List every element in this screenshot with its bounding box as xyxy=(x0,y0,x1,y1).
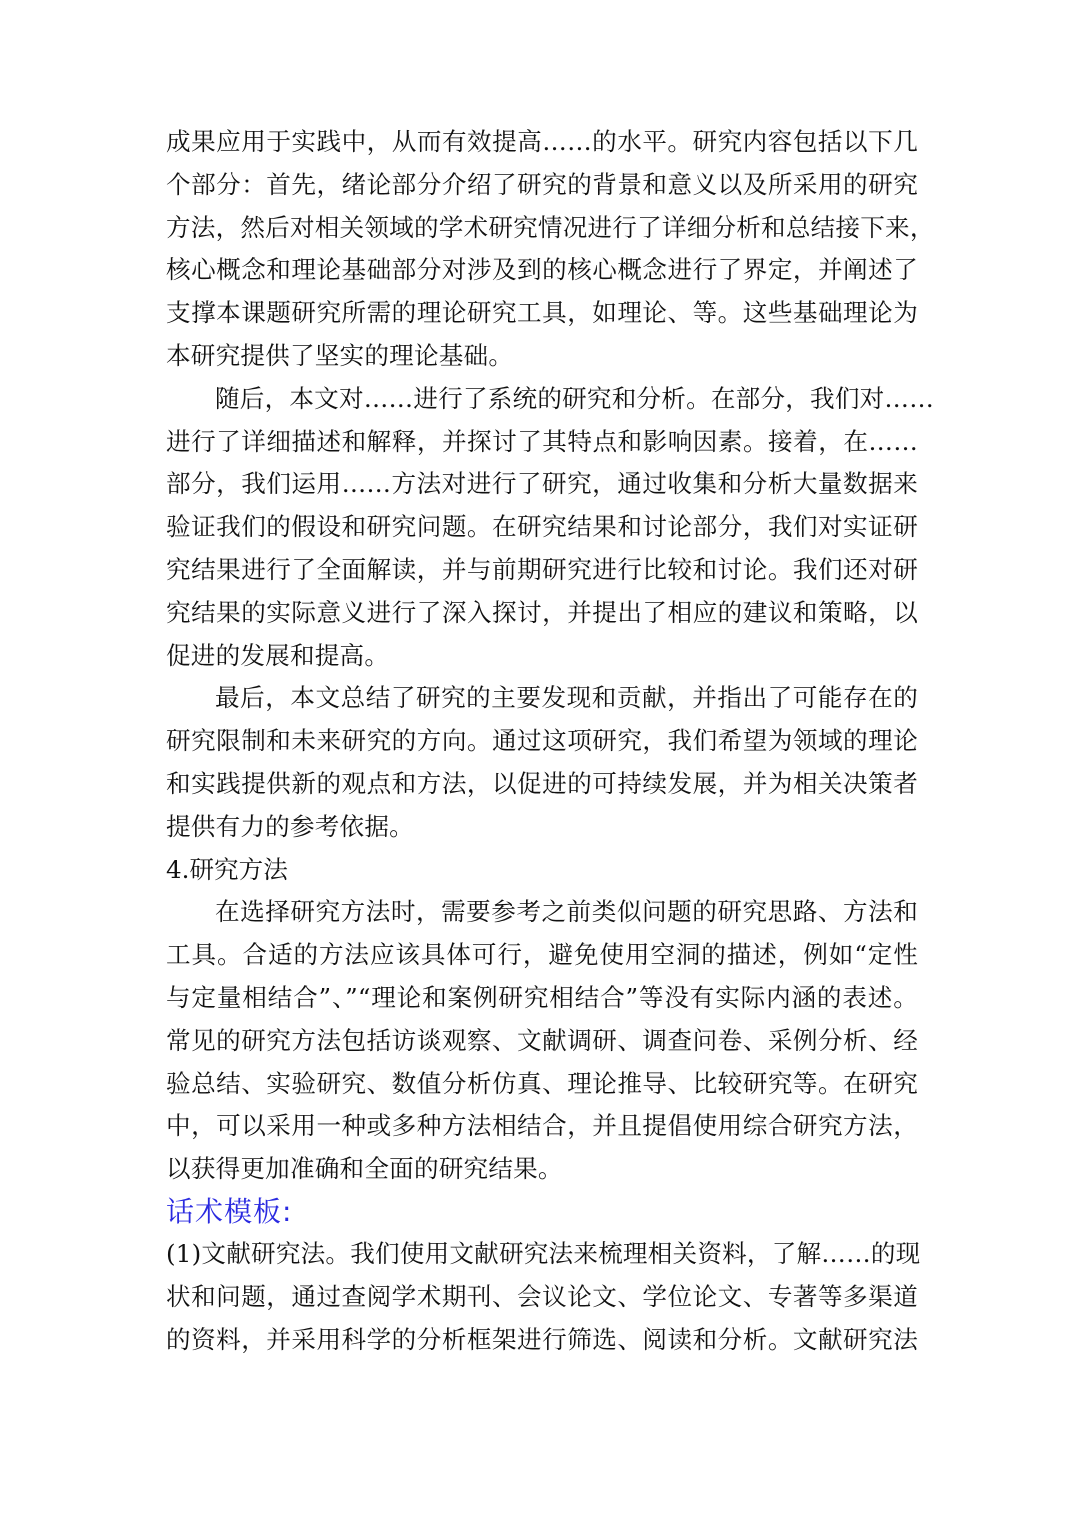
text-line: 中，可以采用一种或多种方法相结合，并且提倡使用综合研究方法， xyxy=(166,1111,918,1141)
text-line: 和实践提供新的观点和方法，以促进的可持续发展，并为相关决策者 xyxy=(166,768,918,798)
paragraph-literature-method xyxy=(166,1233,921,1361)
text-line: 个部分：首先，绪论部分介绍了研究的背景和意义以及所采用的研究 xyxy=(166,169,918,199)
template-heading: 话术模板: xyxy=(166,1194,293,1228)
text-line: 提供有力的参考依据。 xyxy=(166,811,414,841)
text-line: (1)文献研究法。我们使用文献研究法来梳理相关资料，了解……的现 xyxy=(166,1238,921,1268)
text-line: 验总结、实验研究、数值分析仿真、理论推导、比较研究等。在研究 xyxy=(166,1068,918,1098)
text-line: 验证我们的假设和研究问题。在研究结果和讨论部分，我们对实证研 xyxy=(166,512,918,542)
paragraph-research-content xyxy=(166,121,935,378)
text-line: 成果应用于实践中，从而有效提高……的水平。研究内容包括以下几 xyxy=(166,127,918,156)
text-line: 工具。合适的方法应该具体可行，避免使用空洞的描述，例如“定性 xyxy=(166,940,918,970)
text-line: 最后，本文总结了研究的主要发现和贡献，并指出了可能存在的 xyxy=(215,683,918,713)
paragraph-conclusion xyxy=(166,677,918,848)
text-line: 促进的发展和提高。 xyxy=(166,640,390,670)
text-line: 以获得更加准确和全面的研究结果。 xyxy=(166,1154,563,1184)
text-line: 部分，我们运用……方法对进行了研究，通过收集和分析大量数据来 xyxy=(166,469,918,499)
text-line: 随后，本文对……进行了系统的研究和分析。在部分，我们对…… xyxy=(215,383,935,413)
text-line: 在选择研究方法时，需要参考之前类似问题的研究思路、方法和 xyxy=(215,897,918,927)
text-line: 究结果的实际意义进行了深入探讨，并提出了相应的建议和策略，以 xyxy=(166,597,918,627)
section-heading: 4.研究方法 xyxy=(166,854,288,884)
text-line: 进行了详细描述和解释，并探讨了其特点和影响因素。接着，在…… xyxy=(166,426,918,456)
text-line: 研究限制和未来研究的方向。通过这项研究，我们希望为领域的理论 xyxy=(166,726,918,756)
text-line: 与定量相结合”、”“理论和案例研究相结合”等没有实际内涵的表述。 xyxy=(166,982,918,1012)
text-line: 究结果进行了全面解读，并与前期研究进行比较和讨论。我们还对研 xyxy=(166,554,918,584)
paragraph-analysis xyxy=(166,378,935,678)
text-line: 状和问题，通过查阅学术期刊、会议论文、学位论文、专著等多渠道 xyxy=(166,1281,918,1311)
paragraph-methods xyxy=(166,891,918,1191)
text-line: 本研究提供了坚实的理论基础。 xyxy=(166,340,514,370)
text-line: 常见的研究方法包括访谈观察、文献调研、调查问卷、采例分析、经 xyxy=(166,1025,918,1055)
text-line: 方法，然后对相关领域的学术研究情况进行了详细分析和总结接下来， xyxy=(166,212,935,242)
text-line: 的资料，并采用科学的分析框架进行筛选、阅读和分析。文献研究法 xyxy=(166,1324,918,1354)
document-body xyxy=(166,121,935,1361)
text-line: 支撑本课题研究所需的理论研究工具，如理论、等。这些基础理论为 xyxy=(166,298,918,328)
text-line: 核心概念和理论基础部分对涉及到的核心概念进行了界定，并阐述了 xyxy=(166,255,918,285)
